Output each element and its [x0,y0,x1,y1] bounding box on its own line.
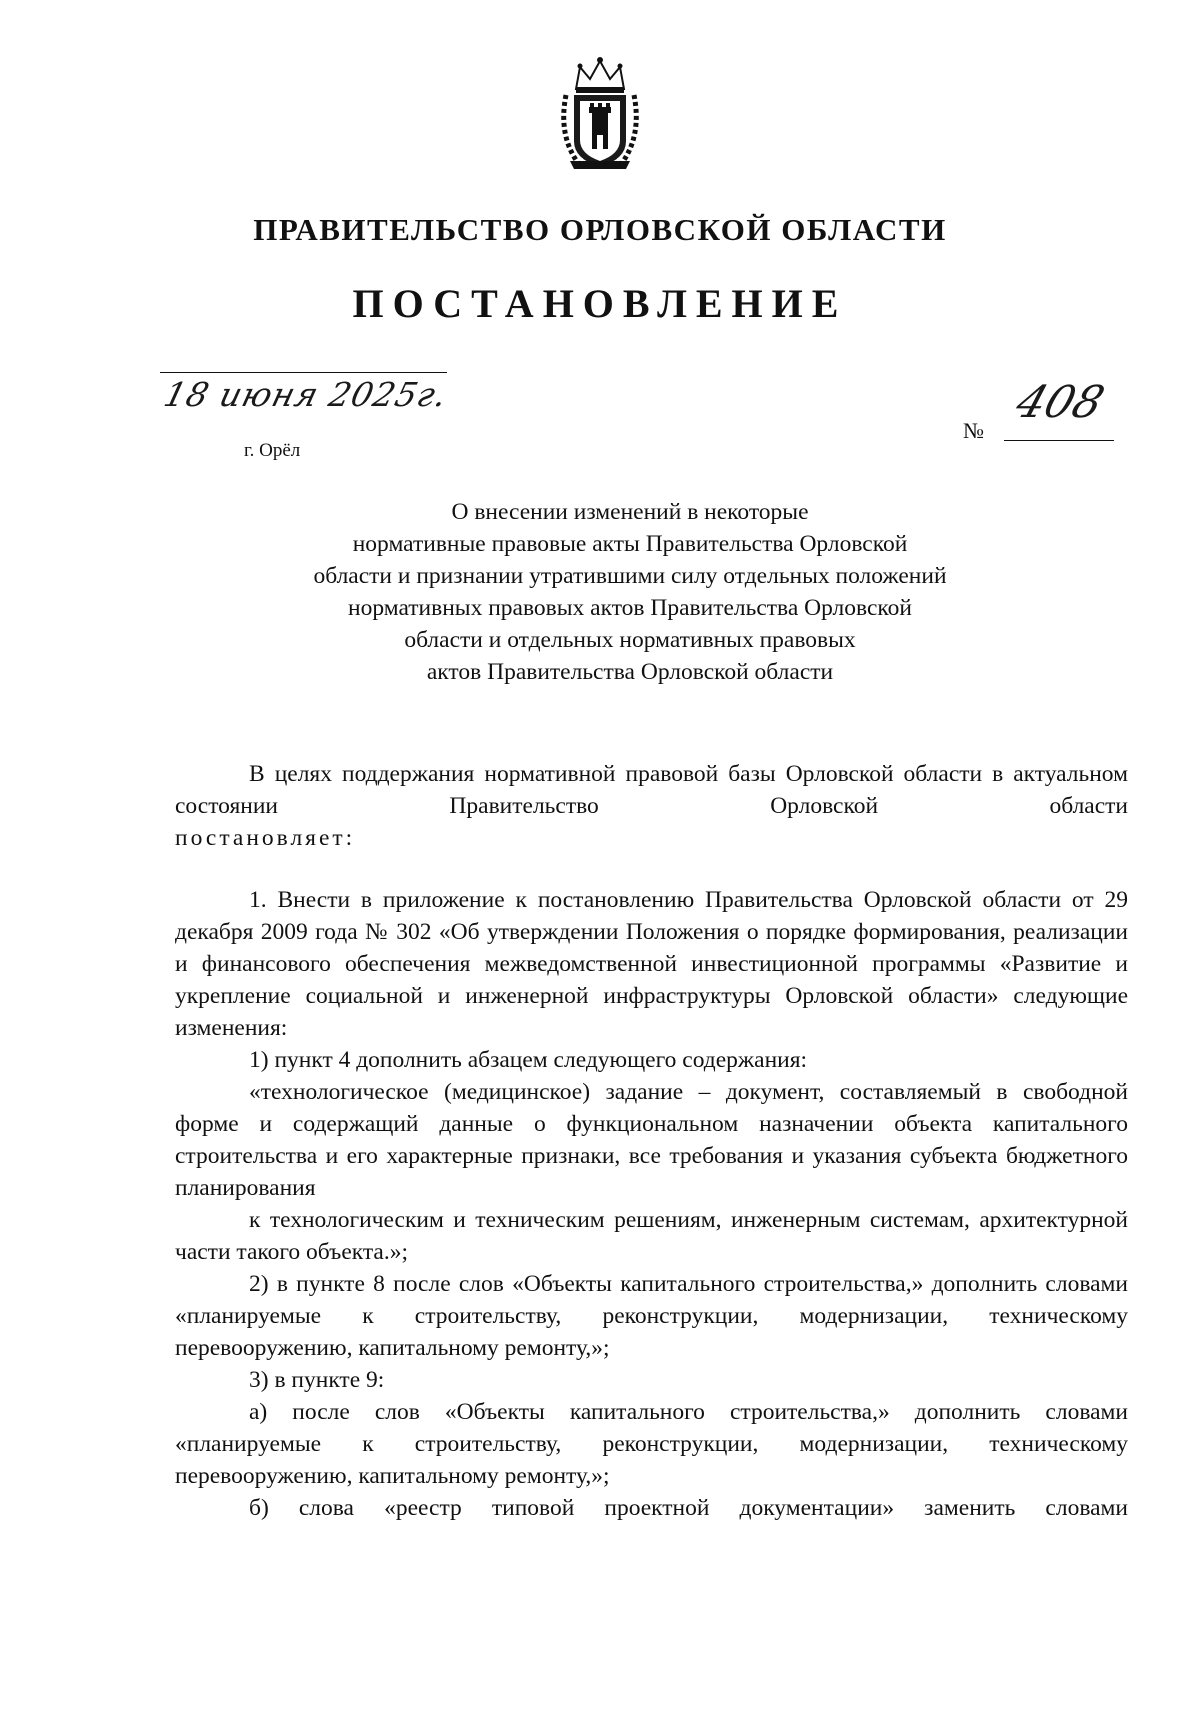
number-label: № [963,418,984,443]
city-label: г. Орёл [244,440,301,461]
subitem-2-paragraph: 2) в пункте 8 после слов «Объекты капитального строительства,» дополнить словами «планируемые к строительству, реконструкции, модернизации, техническому перевооружению, капитальному ремонту,»; [175,1271,1128,1361]
document-type-title: ПОСТАНОВЛЕНИЕ [352,281,848,326]
subject-line: О внесении изменений в некоторые [451,499,809,525]
subitem-1-paragraph: 1) пункт 4 дополнить абзацем следующего содержания: [249,1047,808,1073]
handwritten-number: 408 [1009,377,1111,428]
subject-line: актов Правительства Орловской области [426,659,834,685]
subitem-3-paragraph: 3) в пункте 9: [249,1367,385,1393]
subitem-3b-paragraph: б) слова «реестр типовой проектной документации» заменить словами [249,1495,1128,1521]
item-1-paragraph: 1. Внести в приложение к постановлению Правительства Орловской области от 29 декабря 2009 года № 302 «Об утверждении Положения о порядке формирования, реализации и финансового обеспечения межведомственной инвестиционной программы «Развитие и укрепление социальной и инженерной инфраструктуры Орловской области» следующие изменения: [175,887,1128,1041]
number-underline [1004,440,1114,441]
organization-title: ПРАВИТЕЛЬСТВО ОРЛОВСКОЙ ОБЛАСТИ [253,212,947,247]
handwritten-date: 18 июня 2025г. [160,375,452,414]
resolves-word: постановляет: [175,825,356,851]
subitem-1-quote-paragraph: «технологическое (медицинское) задание – документ, составляемый в свободной форме и содержащий данные о функциональном назначении объекта капитального строительства и его характерные признаки, все требования и указания субъекта бюджетного планирования [175,1079,1128,1201]
subject-line: нормативных правовых актов Правительства Орловской [348,595,912,621]
subject-line: области и признании утратившими силу отдельных положений [313,563,947,589]
document-body [175,758,1128,1524]
document-subject [190,496,1070,688]
coat-of-arms-emblem [556,55,644,173]
preamble-paragraph: В целях поддержания нормативной правовой базы Орловской области в актуальном состоянии Правительство Орловской области [175,761,1128,819]
subitem-3a-paragraph: а) после слов «Объекты капитального строительства,» дополнить словами «планируемые к строительству, реконструкции, модернизации, техническому перевооружению, капитальному ремонту,»; [175,1399,1128,1489]
subject-line: области и отдельных нормативных правовых [404,627,856,653]
subitem-1-quote-continuation: к технологическим и техническим решениям, инженерным системам, архитектурной части такого объекта.»; [175,1207,1128,1265]
date-underline [160,372,447,373]
subject-line: нормативные правовые акты Правительства Орловской [352,531,908,557]
